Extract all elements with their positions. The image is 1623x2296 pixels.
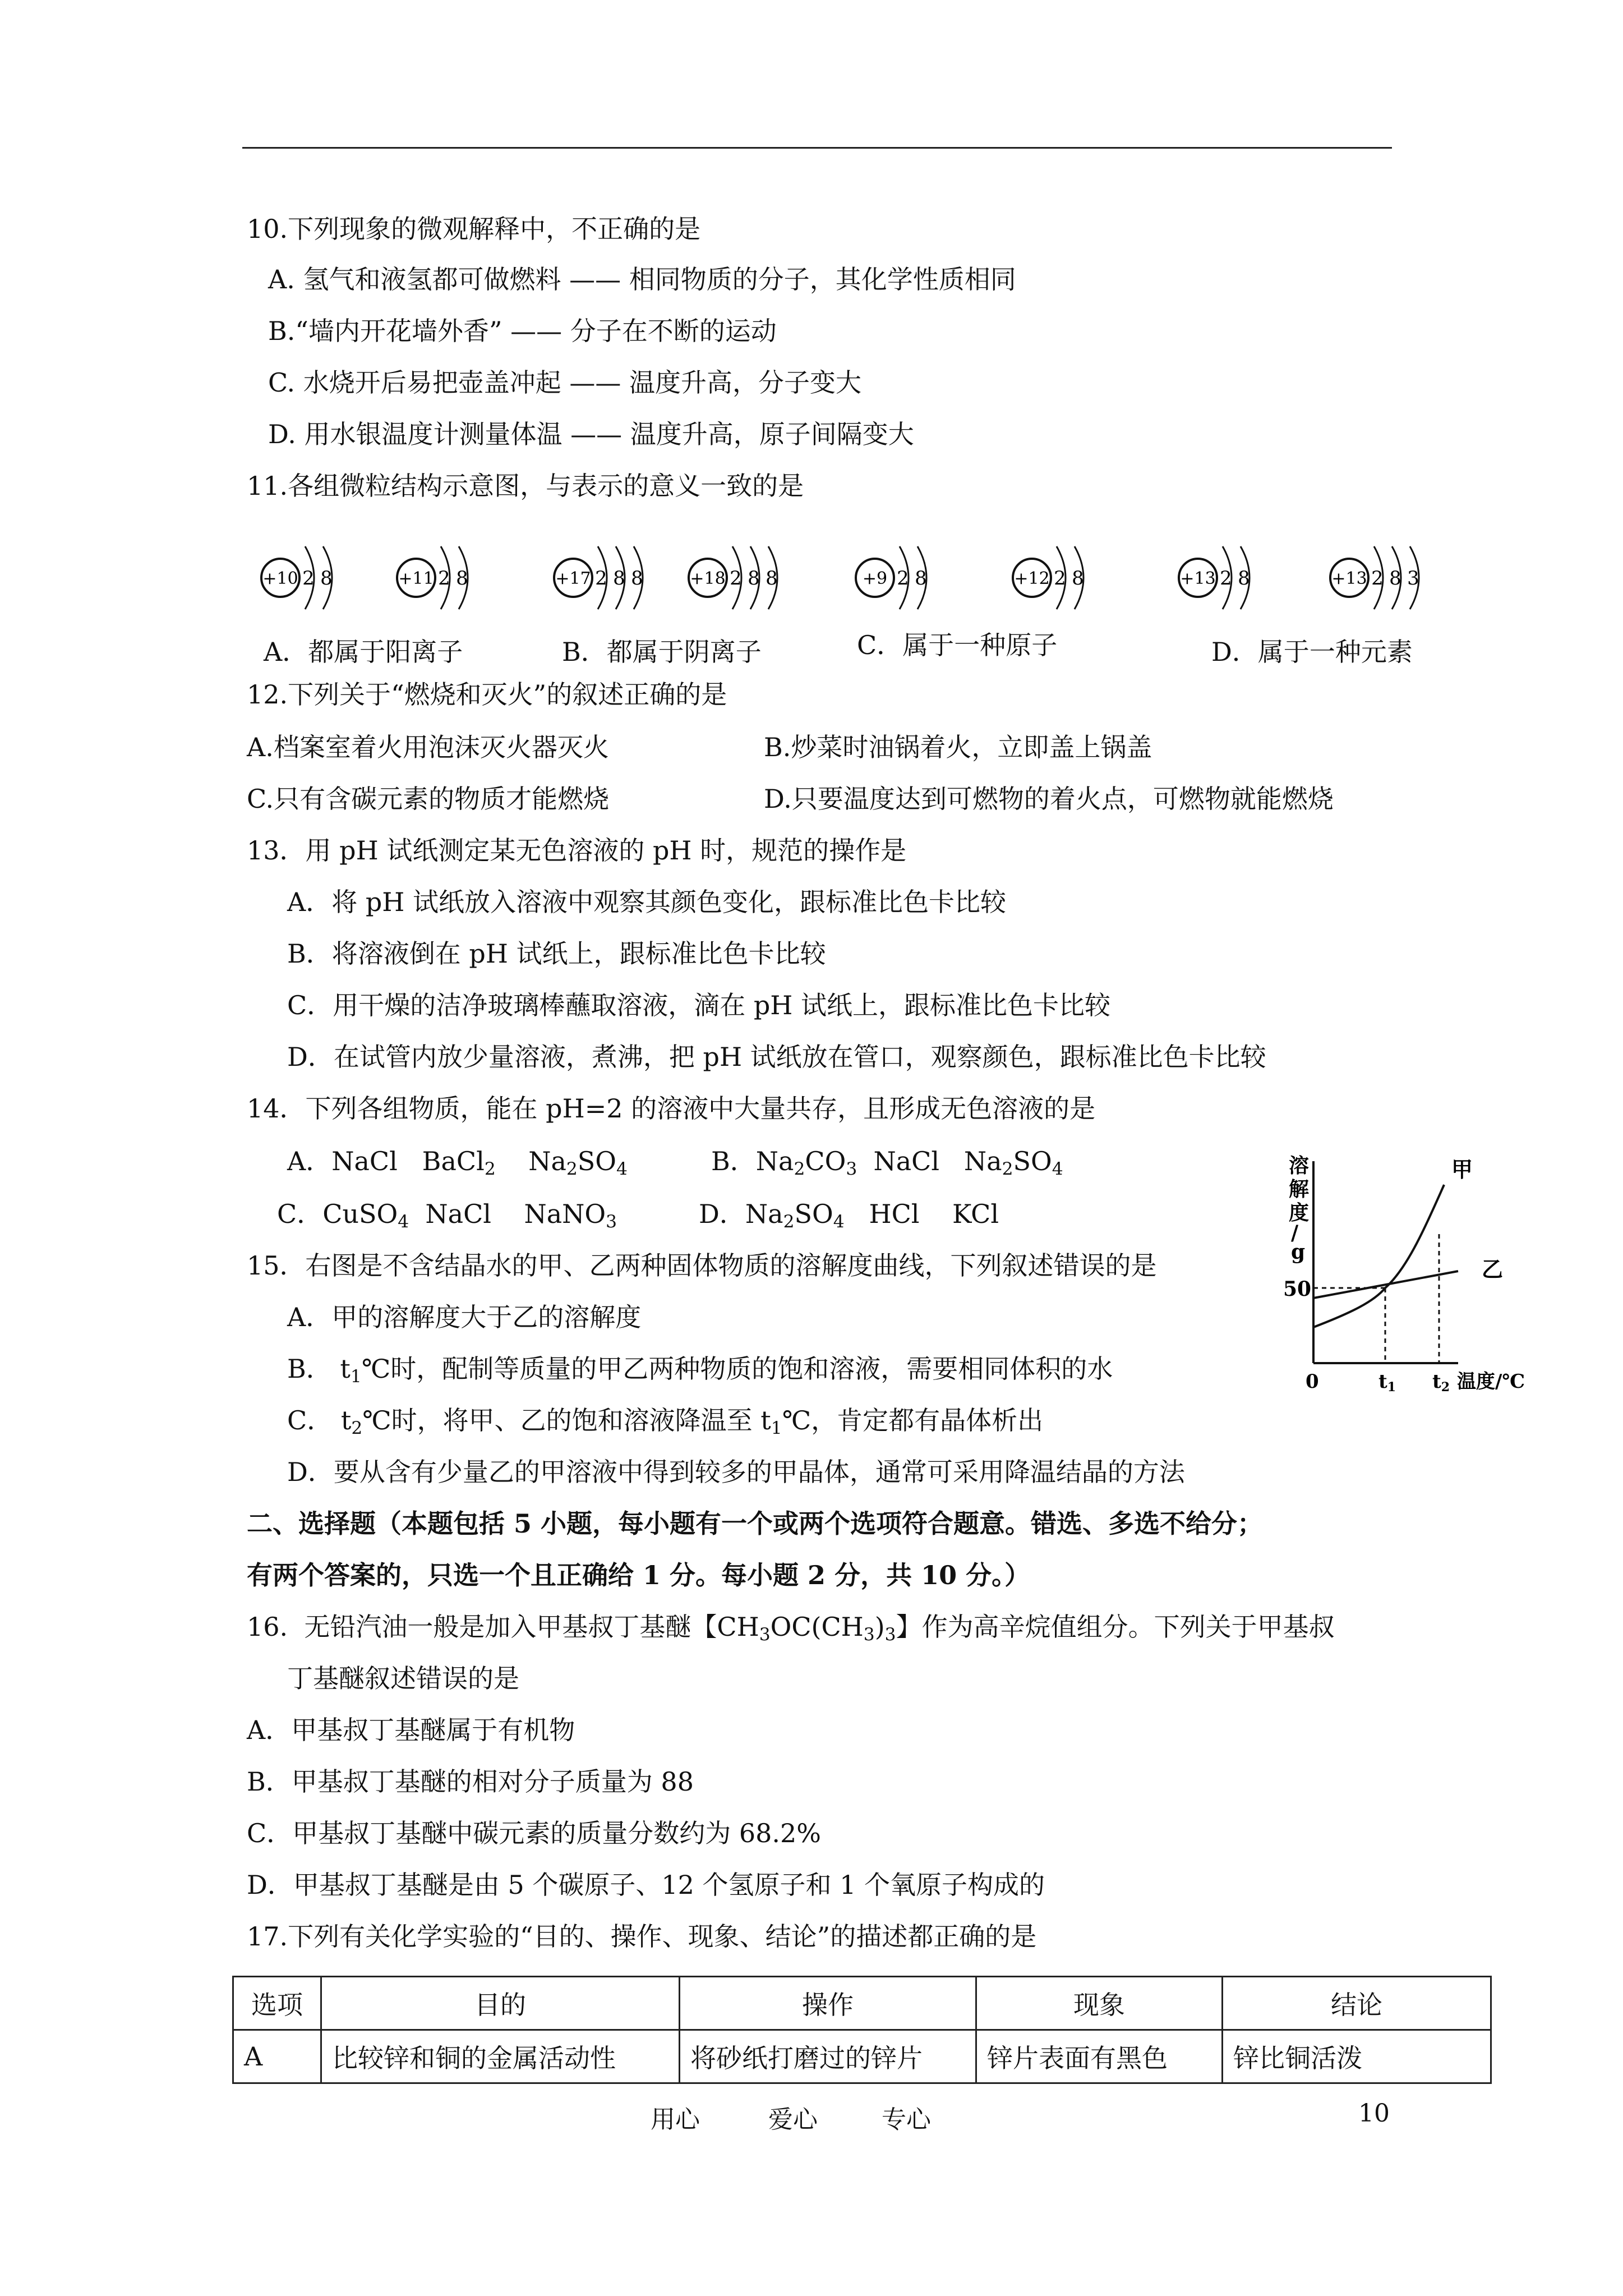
nucleus-charge: +13	[1331, 569, 1367, 588]
section2-heading-line2: 有两个答案的，只选一个且正确给 1 分。每小题 2 分，共 10 分。）	[247, 1560, 1031, 1590]
atom-diagram	[261, 546, 333, 609]
electron-count: 8	[748, 567, 760, 590]
table-header: 选项	[233, 1977, 321, 2030]
section2-heading-line1: 二、选择题（本题包括 5 小题，每小题有一个或两个选项符合题意。错选、多选不给分；	[247, 1508, 1264, 1539]
atom-diagram	[856, 546, 927, 609]
q10-option-a: A. 氢气和液氢都可做燃料 —— 相同物质的分子，其化学性质相同	[268, 264, 1016, 295]
q12-option-b: B.炒菜时油锅着火，立即盖上锅盖	[764, 732, 1152, 762]
y-tick-50: 50	[1283, 1277, 1312, 1301]
electron-count: 2	[595, 567, 607, 590]
ylabel-4: /	[1291, 1221, 1299, 1245]
electron-count: 8	[766, 567, 778, 590]
q16-option-c: C．甲基叔丁基醚中碳元素的质量分数约为 68.2%	[247, 1818, 821, 1848]
q10-option-c: C. 水烧开后易把壶盖冲起 —— 温度升高，分子变大	[268, 367, 862, 398]
electron-count: 3	[1407, 567, 1419, 590]
table-row	[233, 2030, 1491, 2083]
table-header: 操作	[680, 1977, 976, 2030]
table-cell: A	[233, 2030, 321, 2083]
q10-option-b: B.“墙内开花墙外香” —— 分子在不断的运动	[268, 316, 777, 346]
table-header: 目的	[321, 1977, 680, 2030]
electron-count: 8	[915, 567, 927, 590]
q15-option-d: D．要从含有少量乙的甲溶液中得到较多的甲晶体，通常可采用降温结晶的方法	[287, 1457, 1185, 1487]
q11-option-d: D．属于一种元素	[1211, 637, 1413, 667]
atom-diagram	[1179, 546, 1250, 609]
q12-option-c: C.只有含碳元素的物质才能燃烧	[247, 784, 610, 814]
electron-count: 2	[1371, 567, 1384, 590]
series-jia-label: 甲	[1451, 1157, 1473, 1182]
q11-stem: 11.各组微粒结构示意图，与表示的意义一致的是	[247, 471, 804, 501]
table-header: 现象	[976, 1977, 1223, 2030]
electron-count: 8	[631, 567, 643, 590]
q10-stem: 10.下列现象的微观解释中，不正确的是	[247, 214, 701, 244]
table-cell: 比较锌和铜的金属活动性	[321, 2030, 680, 2083]
table-cell: 锌片表面有黑色	[976, 2030, 1223, 2083]
solubility-chart	[1273, 1150, 1531, 1397]
electron-count: 8	[1389, 567, 1401, 590]
ylabel-1: 溶	[1289, 1154, 1310, 1177]
x-tick-0: 0	[1306, 1370, 1319, 1393]
ylabel-5: g	[1291, 1240, 1306, 1264]
q14-option-b: B．$Na_2CO_3$ NaCl $Na_2SO_4$	[711, 1146, 1063, 1179]
q12-option-a: A.档案室着火用泡沫灭火器灭火	[247, 732, 609, 762]
header-rule	[242, 147, 1392, 149]
q15-option-b: B． $t_1℃$时，配制等质量的甲乙两种物质的饱和溶液，需要相同体积的水	[287, 1354, 1113, 1387]
nucleus-charge: +11	[398, 569, 434, 588]
x-tick-t1: t1	[1378, 1370, 1396, 1395]
q11-option-b: B．都属于阴离子	[562, 637, 762, 667]
q13-option-c: C．用干燥的洁净玻璃棒蘸取溶液，滴在 pH 试纸上，跟标准比色卡比较	[287, 990, 1111, 1020]
table-header-row	[233, 1977, 1491, 2030]
q14-option-d: D．$Na_2SO_4$ HCl KCl	[699, 1199, 999, 1232]
footer-middle: 爱心	[768, 2105, 818, 2134]
nucleus-charge: +18	[690, 569, 726, 588]
atom-diagrams	[0, 527, 1623, 617]
atom-diagram	[397, 546, 468, 609]
nucleus-charge: +10	[262, 569, 298, 588]
q13-stem: 13．用 pH 试纸测定某无色溶液的 pH 时，规范的操作是	[247, 835, 907, 866]
nucleus-charge: +12	[1014, 569, 1050, 588]
q13-option-a: A．将 pH 试纸放入溶液中观察其颜色变化，跟标准比色卡比较	[287, 887, 1007, 917]
q13-option-d: D．在试管内放少量溶液，煮沸，把 pH 试纸放在管口，观察颜色，跟标准比色卡比较	[287, 1042, 1266, 1072]
q16-stem: 16. 无铅汽油一般是加入甲基叔丁基醚【$CH_3OC(CH_3)_3$】作为高辛烷值组分。下列关于甲基叔	[247, 1612, 1335, 1645]
electron-count: 2	[730, 567, 742, 590]
table-cell: 将砂纸打磨过的锌片	[680, 2030, 976, 2083]
q15-option-c: C． $t_2℃$时，将甲、乙的饱和溶液降温至 $t_1℃$，肯定都有晶体析出	[287, 1405, 1044, 1438]
electron-count: 2	[897, 567, 909, 590]
nucleus-charge: +9	[862, 569, 888, 588]
q14-stem: 14．下列各组物质，能在 pH=2 的溶液中大量共存，且形成无色溶液的是	[247, 1093, 1096, 1124]
xlabel: 温度/℃	[1457, 1370, 1525, 1393]
q12-option-d: D.只要温度达到可燃物的着火点，可燃物就能燃烧	[764, 784, 1334, 814]
footer-left: 用心	[651, 2105, 700, 2134]
electron-count: 8	[456, 567, 468, 590]
q11-option-a: A．都属于阳离子	[264, 637, 463, 667]
atom-diagram	[1330, 546, 1419, 609]
series-yi-label: 乙	[1482, 1257, 1504, 1282]
q16-option-a: A．甲基叔丁基醚属于有机物	[247, 1715, 575, 1745]
q17-stem: 17.下列有关化学实验的“目的、操作、现象、结论”的描述都正确的是	[247, 1921, 1037, 1952]
atom-diagram	[689, 546, 778, 609]
footer-right: 专心	[882, 2105, 931, 2134]
ylabel-2: 解	[1289, 1177, 1310, 1201]
series-yi-line	[1313, 1271, 1458, 1298]
q10-option-d: D. 用水银温度计测量体温 —— 温度升高，原子间隔变大	[268, 419, 914, 449]
q16-stem-2: 丁基醚叙述错误的是	[287, 1663, 519, 1694]
electron-count: 2	[438, 567, 450, 590]
table-header: 结论	[1223, 1977, 1491, 2030]
nucleus-charge: +13	[1180, 569, 1216, 588]
atom-diagram	[1013, 546, 1084, 609]
electron-count: 2	[1054, 567, 1066, 590]
electron-count: 8	[1072, 567, 1084, 590]
q17-table	[232, 1976, 1492, 2084]
x-tick-t2: t2	[1432, 1370, 1450, 1395]
atom-diagram	[554, 546, 643, 609]
q14-option-a: A．NaCl BaCl$_2$ $Na_2SO_4$	[287, 1146, 628, 1179]
electron-count: 2	[302, 567, 315, 590]
table-cell: 锌比铜活泼	[1223, 2030, 1491, 2083]
q12-stem: 12.下列关于“燃烧和灭火”的叙述正确的是	[247, 679, 727, 710]
q16-option-d: D．甲基叔丁基醚是由 5 个碳原子、12 个氢原子和 1 个氧原子构成的	[247, 1870, 1045, 1900]
page-number: 10	[1358, 2099, 1390, 2128]
electron-count: 8	[320, 567, 333, 590]
nucleus-charge: +17	[555, 569, 591, 588]
q11-option-c: C．属于一种原子	[857, 630, 1058, 660]
q15-option-a: A．甲的溶解度大于乙的溶解度	[287, 1302, 642, 1332]
electron-count: 2	[1220, 567, 1232, 590]
electron-count: 8	[613, 567, 625, 590]
q14-option-c: C．CuSO$_4$ NaCl NaNO$_3$	[277, 1199, 617, 1232]
q16-option-b: B．甲基叔丁基醚的相对分子质量为 88	[247, 1766, 694, 1797]
q13-option-b: B．将溶液倒在 pH 试纸上，跟标准比色卡比较	[287, 938, 826, 969]
series-jia-curve	[1313, 1185, 1444, 1327]
ylabel-3: 度	[1289, 1201, 1310, 1225]
q15-stem: 15．右图是不含结晶水的甲、乙两种固体物质的溶解度曲线，下列叙述错误的是	[247, 1250, 1157, 1281]
electron-count: 8	[1238, 567, 1250, 590]
